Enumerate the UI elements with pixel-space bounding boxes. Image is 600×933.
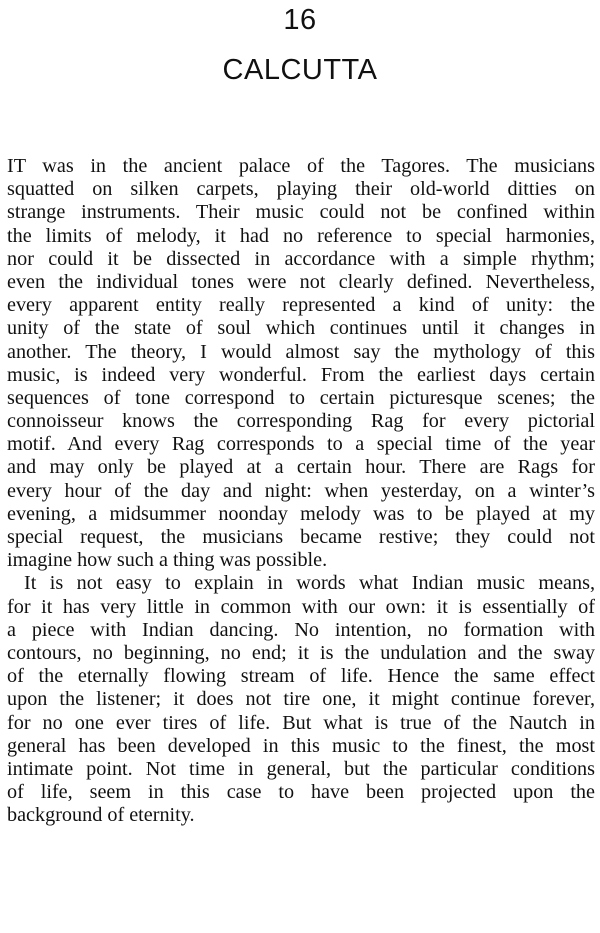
text-line: IT was in the ancient palace of the Tagores. The musicians (7, 155, 595, 177)
text-line: nor could it be dissected in accordance with a simple rhythm; (7, 247, 595, 270)
text-line: squatted on silken carpets, playing their old-world ditties on (7, 178, 595, 201)
text-line: of the eternally flowing stream of life. Hence the same effect (7, 665, 595, 688)
text-line: the limits of melody, it had no reference to special harmonies, (7, 224, 595, 247)
text-line: music, is indeed very wonderful. From the earliest days certain (7, 363, 595, 386)
text-line: and may only be played at a certain hour. There are Rags for (7, 456, 595, 479)
text-line: of life, seem in this case to have been projected upon the (7, 781, 595, 804)
text-line: unity of the state of soul which continues until it changes in (7, 317, 595, 340)
text-line: imagine how such a thing was possible. (7, 549, 328, 572)
chapter-body-text (7, 155, 595, 827)
text-line: strange instruments. Their music could not be confined within (7, 201, 595, 224)
text-line: every apparent entity really represented a kind of unity: the (7, 294, 595, 317)
text-line: for it has very little in common with our own: it is essentially of (7, 595, 595, 618)
text-line: intimate point. Not time in general, but the particular conditions (7, 757, 595, 780)
text-line: every hour of the day and night: when yesterday, on a winter’s (7, 479, 595, 502)
text-line: special request, the musicians became restive; they could not (7, 526, 595, 548)
text-line: connoisseur knows the corresponding Rag for every pictorial (7, 410, 595, 433)
chapter-title: CALCUTTA (222, 54, 378, 86)
text-line: another. The theory, I would almost say the mythology of this (7, 340, 595, 363)
chapter-number: 16 (283, 4, 317, 36)
text-line: background of eternity. (7, 804, 195, 827)
paragraph (7, 572, 595, 827)
paragraph (7, 155, 595, 572)
text-line: a piece with Indian dancing. No intention, no formation with (7, 618, 595, 641)
text-line: for no one ever tires of life. But what is true of the Nautch in (7, 711, 595, 734)
text-line: It is not easy to explain in words what Indian music means, (24, 572, 595, 595)
text-line: sequences of tone correspond to certain picturesque scenes; the (7, 386, 595, 409)
text-line: even the individual tones were not clearly defined. Nevertheless, (7, 270, 595, 293)
text-line: upon the listener; it does not tire one, it might continue forever, (7, 688, 595, 711)
text-line: general has been developed in this music to the finest, the most (7, 734, 595, 757)
text-line: evening, a midsummer noonday melody was to be played at my (7, 502, 595, 525)
text-line: motif. And every Rag corresponds to a special time of the year (7, 433, 595, 456)
text-line: contours, no beginning, no end; it is the undulation and the sway (7, 641, 595, 664)
